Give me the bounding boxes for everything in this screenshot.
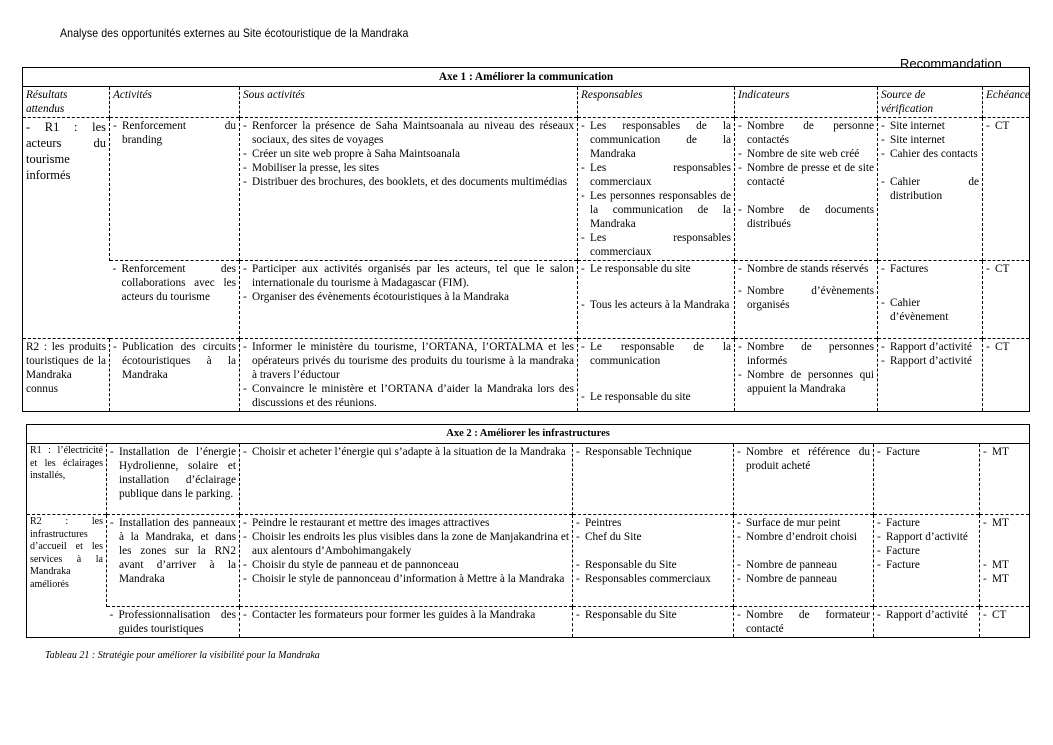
indicateurs-cell	[735, 261, 878, 339]
activite-cell	[107, 515, 240, 607]
axe1-table	[22, 67, 1030, 412]
echeance-cell	[980, 515, 1030, 607]
col-responsables: Responsables	[578, 87, 735, 118]
responsables-cell	[573, 515, 734, 607]
resultat-cell: - R1 : les acteurs du tourisme informés	[23, 118, 110, 339]
list-item: - Facture	[877, 558, 976, 572]
list-item: - Publication des circuits écotouristiques à la Mandraka	[113, 340, 236, 382]
source-cell	[874, 444, 980, 515]
list-item: - Renforcement du branding	[113, 119, 236, 147]
indicateurs-cell	[734, 515, 874, 607]
list-item: - MT	[983, 572, 1026, 586]
header-row	[23, 87, 1030, 118]
echeance-cell	[983, 261, 1030, 339]
echeance-cell	[980, 607, 1030, 638]
list-item: - MT	[983, 558, 1026, 572]
table-row	[23, 118, 1030, 261]
list-item: - Choisir du style de panneau et de pannonceau	[243, 558, 569, 572]
list-item: - Les responsables commerciaux	[581, 161, 731, 189]
list-item: - Chef du Site	[576, 530, 730, 544]
list-item: - Nombre de personnes informés	[738, 340, 874, 368]
list-item: - Responsable du Site	[576, 608, 730, 622]
echeance-cell	[980, 444, 1030, 515]
activite-cell	[110, 261, 240, 339]
list-item: - CT	[986, 340, 1026, 354]
activite-cell	[107, 444, 240, 515]
indicateurs-cell	[735, 118, 878, 261]
list-item: - Convaincre le ministère et l’ORTANA d’aider la Mandraka lors des discussions et des réunions.	[243, 382, 574, 410]
resultat-cell: R1 : l’électricité et les éclairages installés,	[27, 444, 107, 515]
list-item: - Rapport d’activité	[877, 608, 976, 622]
list-item: - Cahier de distribution	[881, 175, 979, 203]
list-item: - Nombre et référence du produit acheté	[737, 445, 870, 473]
source-cell	[878, 339, 983, 412]
responsables-cell	[573, 444, 734, 515]
list-item: - Choisir le style de pannonceau d’information à Mettre à la Mandraka	[243, 572, 569, 586]
activite-cell	[110, 118, 240, 261]
responsables-cell	[578, 339, 735, 412]
resultat-cell: R2 : les produits touristiques de la Mandraka connus	[23, 339, 110, 412]
list-item: - MT	[983, 516, 1026, 530]
list-item: - Choisir les endroits les plus visibles dans la zone de Manjakandrina et aux alentours d’Ambohimangakely	[243, 530, 569, 558]
list-item: - Rapport d’activité	[881, 340, 979, 354]
list-item: - Informer le ministère du tourisme, l’ORTANA, l’ORTALMA et les opérateurs privés du tourisme des produits du tourisme à la mandraka à travers l’éductour	[243, 340, 574, 382]
list-item: - Nombre de site web créé	[738, 147, 874, 161]
list-item: - Nombre de presse et de site contacté	[738, 161, 874, 189]
sous-activite-cell	[240, 515, 573, 607]
list-item: - Rapport d’activité	[877, 530, 976, 544]
sous-activite-cell	[240, 339, 578, 412]
axe1-title: Axe 1 : Améliorer la communication	[23, 68, 1030, 87]
list-item: - CT	[983, 608, 1026, 622]
table-row	[23, 261, 1030, 339]
responsables-cell	[573, 607, 734, 638]
list-item: - Cahier des contacts	[881, 147, 979, 161]
col-indicateurs: Indicateurs	[735, 87, 878, 118]
list-item: - Tous les acteurs à la Mandraka	[581, 298, 731, 312]
list-item: - Nombre d’évènements organisés	[738, 284, 874, 312]
list-item: - Nombre de panneau	[737, 558, 870, 572]
sous-activite-cell	[240, 444, 573, 515]
source-cell	[878, 118, 983, 261]
list-item: - Installation des panneaux à la Mandraka, et dans les zones sur la RN2 avant d’arriver à la Mandraka	[110, 516, 236, 586]
source-cell	[878, 261, 983, 339]
list-item: - Distribuer des brochures, des booklets, et des documents multimédias	[243, 175, 574, 189]
list-item: - Facture	[877, 516, 976, 530]
list-item: - Nombre de personne contactés	[738, 119, 874, 147]
list-item: - Organiser des évènements écotouristiques à la Mandraka	[243, 290, 574, 304]
list-item: - Participer aux activités organisés par les acteurs, tel que le salon internationale du tourisme à Madagascar (FIM).	[243, 262, 574, 290]
list-item: - Facture	[877, 445, 976, 459]
list-item: - Les responsables commerciaux	[581, 231, 731, 259]
list-item: - Renforcement des collaborations avec les acteurs du tourisme	[113, 262, 237, 304]
echeance-cell	[983, 339, 1030, 412]
list-item: - Cahier d’évènement	[881, 296, 979, 324]
sous-activite-cell	[240, 118, 578, 261]
table-row	[27, 607, 1030, 638]
responsables-cell	[578, 118, 735, 261]
resultat-cell: R2 : les infrastructures d’accueil et les services à la Mandraka améliorés	[27, 515, 107, 638]
list-item: - Installation de l’énergie Hydrolienne, solaire et installation d’éclairage publique dans le parking.	[110, 445, 236, 501]
axe2-title: Axe 2 : Améliorer les infrastructures	[27, 425, 1030, 444]
list-item: - Le responsable de la communication	[581, 340, 731, 368]
list-item: - Nombre d’endroit choisi	[737, 530, 870, 544]
sous-activite-cell	[240, 607, 573, 638]
document-header: Analyse des opportunités externes au Site écotouristique de la Mandraka	[60, 26, 409, 40]
list-item: - Créer un site web propre à Saha Maintsoanala	[243, 147, 574, 161]
list-item: - Responsable Technique	[576, 445, 730, 459]
indicateurs-cell	[734, 607, 874, 638]
list-item: - CT	[986, 119, 1026, 133]
section-label: Recommandation	[900, 56, 1002, 71]
list-item: - Peintres	[576, 516, 730, 530]
source-cell	[874, 607, 980, 638]
list-item: - Le responsable du site	[581, 390, 731, 404]
list-item: - Site internet	[881, 119, 979, 133]
table-row	[23, 339, 1030, 412]
list-item: - Responsables commerciaux	[576, 572, 730, 586]
list-item: - Facture	[877, 544, 976, 558]
list-item: - Rapport d’activité	[881, 354, 979, 368]
responsables-cell	[578, 261, 735, 339]
indicateurs-cell	[735, 339, 878, 412]
list-item: - Site internet	[881, 133, 979, 147]
col-resultats: Résultats attendus	[23, 87, 110, 118]
list-item: - Les responsables de la communication de la Mandraka	[581, 119, 731, 161]
list-item: - Nombre de documents distribués	[738, 203, 874, 231]
source-cell	[874, 515, 980, 607]
axe2-table	[26, 424, 1030, 638]
list-item: - Les personnes responsables de la communication de la Mandraka	[581, 189, 731, 231]
list-item: - Professionnalisation des guides touristiques	[110, 608, 237, 636]
echeance-cell	[983, 118, 1030, 261]
list-item: - MT	[983, 445, 1026, 459]
indicateurs-cell	[734, 444, 874, 515]
list-item: - Nombre de formateur contacté	[737, 608, 870, 636]
table-row	[27, 515, 1030, 607]
activite-cell	[107, 607, 240, 638]
list-item: - Nombre de panneau	[737, 572, 870, 586]
list-item: - Peindre le restaurant et mettre des images attractives	[243, 516, 569, 530]
list-item: - Le responsable du site	[581, 262, 731, 276]
list-item: - Surface de mur peint	[737, 516, 870, 530]
sous-activite-cell	[240, 261, 578, 339]
list-item: - Contacter les formateurs pour former les guides à la Mandraka	[243, 608, 569, 622]
col-echeance: Echéance	[983, 87, 1030, 118]
col-activites: Activités	[110, 87, 240, 118]
col-sous-activites: Sous activités	[240, 87, 578, 118]
list-item: - Nombre de stands réservés	[738, 262, 874, 276]
table-row	[27, 444, 1030, 515]
list-item: - CT	[986, 262, 1026, 276]
list-item: - Factures	[881, 262, 979, 276]
list-item: - Responsable du Site	[576, 558, 730, 572]
table-caption: Tableau 21 : Stratégie pour améliorer la visibilité pour la Mandraka	[45, 650, 320, 661]
activite-cell	[110, 339, 240, 412]
list-item: - Mobiliser la presse, les sites	[243, 161, 574, 175]
col-source: Source de vérification	[878, 87, 983, 118]
list-item: - Nombre de personnes qui appuient la Mandraka	[738, 368, 874, 396]
list-item: - Choisir et acheter l’énergie qui s’adapte à la situation de la Mandraka	[243, 445, 569, 459]
list-item: - Renforcer la présence de Saha Maintsoanala au niveau des réseaux sociaux, des sites de voyages	[243, 119, 574, 147]
